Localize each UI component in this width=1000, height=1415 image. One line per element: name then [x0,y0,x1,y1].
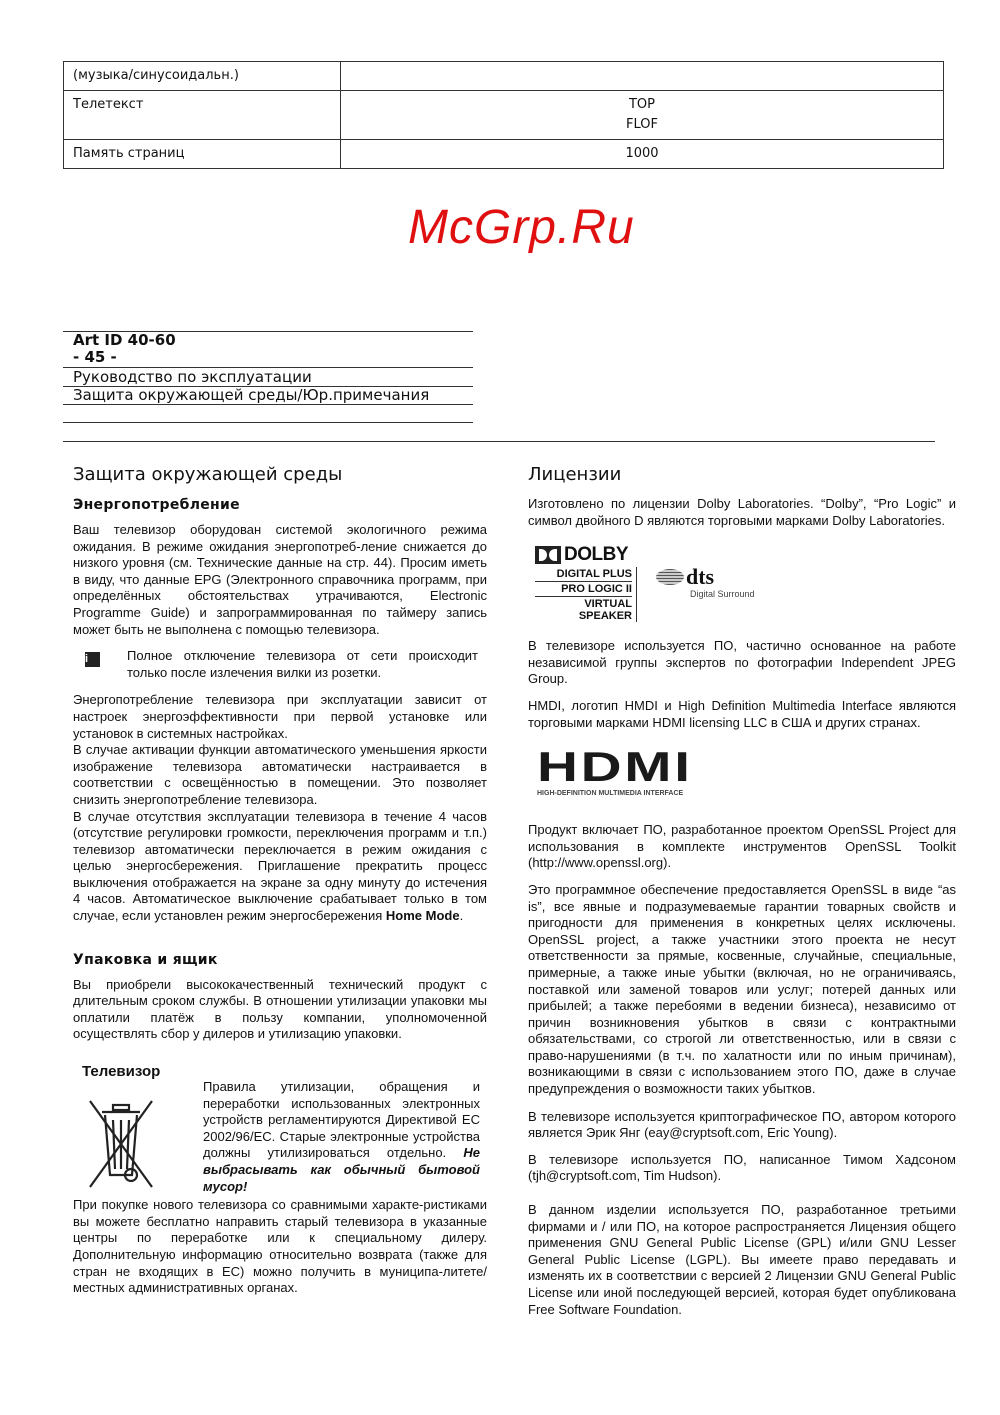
dts-logo [656,565,755,600]
row-label: Память страниц [64,140,341,169]
art-id: Art ID 40-60 [73,331,176,349]
energy-heading: Энергопотребление [73,497,240,513]
text: . [459,908,464,924]
paragraph: Энергопотребление телевизора при эксплуатации зависит от настроек энергоэффективности при первой установке или установок в системных настройках. [73,692,487,741]
section-title: Защита окружающей среды/Юр.примечания [73,386,430,404]
paragraph [73,809,487,925]
licenses-title: Лицензии [528,464,622,485]
manual-title: Руководство по эксплуатации [73,368,312,386]
divider [63,404,473,405]
value-line: TOP [628,97,655,112]
logo-line: VIRTUAL [584,598,632,611]
dolby-paragraph: Изготовлено по лицензии Dolby Laboratories. “Dolby”, “Pro Logic” и символ двойного D являются торговыми марками Dolby Laboratories. [528,496,956,528]
text: Правила утилизации, обращения и переработки использованных электронных устройств регламентируются Директивой ЕС 2002/96/EC. Старые электронные устройства должны утилизироваться отдельно. [203,1079,480,1161]
divider [63,441,935,442]
table-row [64,91,944,140]
packaging-paragraph: Вы приобрели высококачественный технический продукт с длительным сроком службы. В отношении утилизации упаковки мы оплатили платёж в пользу компании, уполномоченной осуществлять сбор у дилеров и утилизацию упаковки. [73,976,487,1042]
openssl-paragraph: Продукт включает ПО, разработанное проектом OpenSSL Project для использования в комплекте инструментов OpenSSL Toolkit (http://www.openssl.org). [528,822,956,871]
dts-swirl-icon [656,569,684,585]
row-label: Телетекст [64,91,341,140]
dolby-logo [535,545,637,622]
paragraph: В случае активации функции автоматического уменьшения яркости изображение телевизора автоматически настраивается в соответствии с освещённостью в помещении. Это позволяет снизить энергопотребление телевизора. [73,742,487,807]
logo-line: SPEAKER [578,610,632,623]
row-value [341,62,944,91]
dolby-dd-icon [535,546,561,564]
text: В случае отсутствия эксплуатации телевизора в течение 4 часов (отсутствие регулировки громкости, переключения программ и т.п.) телевизор автоматически переключается в режим ожидания с целью энергосбережения. Приглашение прекратить процесс выключения отображается на экране за одну минуту до истечения 4 часов. Автоматическое выключение срабатывает только в том случае, если установлен режим энергосбережения [73,808,487,924]
home-mode: Home Mode [385,908,460,924]
info-icon: i [85,652,100,667]
tv-return-paragraph: При покупке нового телевизора со сравнимыми характе-ристиками вы можете бесплатно направить старый телевизора в указанные центры по переработке или к специальному дилеру. Дополнительную информацию относительно возврата (также для стран не входящих в ЕС) можно получить в муниципа-литете/местных административных органах. [73,1197,487,1296]
watermark: McGrp.Ru [408,201,635,254]
value-line: FLOF [626,117,658,132]
crypto-paragraph: В телевизоре используется криптографическое ПО, автором которого является Эрик Янг (eay@cryptsoft.com, Eric Young). [528,1108,956,1141]
jpeg-paragraph: В телевизоре используется ПО, частично основанное на работе независимой группы экспертов по фотографии Independent JPEG Group. [528,638,956,687]
openssl-disclaimer: Это программное обеспечение предоставляется OpenSSL в виде “as is”, все явные и подразумеваемые гарантии товарных свойств и пригодности для применения в конкретных целях исключены. OpenSSL project, а также участники этого проекта не несут ответственности за прямые, косвенные, случайные, специальные, примерные, а также иные убытки (включая, но не ограничиваясь, поставкой или заменой товаров или услуг; потерей данных или прибылей; а также перебоями в ведении бизнеса), независимо от причин возникновения убытков в связи с контрактными обязательствами, со строгой ли ответственностью, или в связи с право-нарушениями (в т.ч. по халатности или по иным причинам), возникающими в связи с использованием этого ПО, даже в случае предупреждения о возможности таких убытков. [528,881,956,1097]
dts-wordmark: dts [686,564,715,590]
left-column [73,464,487,1297]
dts-subtitle: Digital Surround [690,589,755,600]
logos-row [528,529,956,638]
logo-line: DIGITAL PLUS [535,567,632,582]
row-value: 1000 [341,140,944,169]
spec-table [63,61,944,169]
divider [63,422,473,423]
hudson-paragraph: В телевизоре используется ПО, написанное Тимом Хадсоном (tjh@cryptsoft.com, Tim Hudson). [528,1151,956,1184]
hdmi-logo [528,731,956,822]
tv-heading: Телевизор [82,1063,161,1081]
page-number: - 45 - [73,348,117,366]
tv-rules-paragraph [203,1079,480,1195]
energy-paragraph: Ваш телевизор оборудован системой экологичного режима ожидания. В режиме ожидания энергопотреб-ление снижается до низкого уровня (см. Технические данные на стр. 44). Просим иметь в виду, что данные EPG (Электронного справочника программ, при определённых обстоятельствах утрачиваются, Electronic Programme Guide) и запрограммированная по таймеру запись может быть не выполнена с помощью телевизора. [73,522,487,637]
logo-line: PRO LOGIC II [535,582,632,597]
energy-details [73,692,487,924]
table-row [64,62,944,91]
hdmi-wordmark: HDMI [537,743,693,791]
tv-left [73,1063,203,1195]
row-value [341,91,944,140]
energy-note [73,648,487,681]
gpl-paragraph: В данном изделии используется ПО, разработанное третьими фирмами и / или ПО, на которое распространяется Лицензия общего применения GNU General Public License (GPL) и/или GNU Lesser General Public License (LGPL). Вы имеете право передавать и изменять их в соответствии с версией 2 Лицензии GNU General Public License или иной последующей версией, которая будет опубликована Free Software Foundation. [528,1202,956,1317]
tv-section [73,1063,487,1195]
note-text: Полное отключение телевизора от сети происходит только после излечения вилки из розетки. [127,648,478,680]
hdmi-subtitle: HIGH-DEFINITION MULTIMEDIA INTERFACE [537,790,684,798]
right-column [528,464,956,1318]
hdmi-paragraph: HMDI, логотип HMDI и High Definition Multimedia Interface являются торговыми марками HDMI licensing LLC в США и других странах. [528,697,956,730]
dolby-wordmark: DOLBY [564,544,628,566]
warning-text: Не выбрасывать как обычный бытовой мусор! [203,1145,480,1194]
packaging-heading: Упаковка и ящик [73,951,218,968]
recycle-bin-crossed-icon [86,1095,156,1190]
table-row [64,140,944,169]
row-label: (музыка/синусоидальн.) [64,62,341,91]
env-title: Защита окружающей среды [73,464,343,485]
